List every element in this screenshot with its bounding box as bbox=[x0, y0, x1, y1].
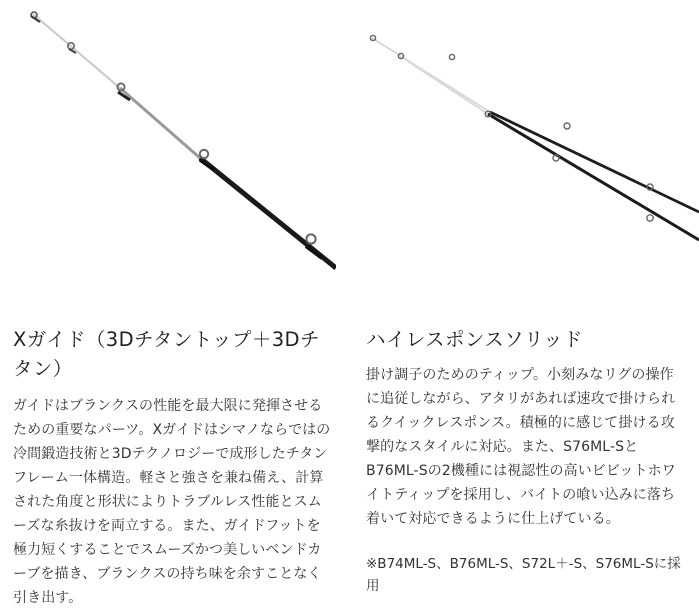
x-guide-title: Xガイド（3Dチタントップ＋3Dチタン） bbox=[13, 328, 320, 380]
high-response-solid-title: ハイレスポンスソリッド bbox=[366, 328, 583, 351]
tips-illustration bbox=[360, 0, 699, 290]
rod-guide-5 bbox=[306, 234, 322, 258]
rod-a-guides bbox=[370, 35, 653, 190]
rod-b-blank bbox=[488, 114, 699, 240]
rod-a-tip-edge bbox=[372, 38, 490, 112]
high-response-solid-description: 掛け調子のためのティップ。小刻みなリグの操作に追従しながら、アタリがあれば速攻で掛けられるクイックレスポンス。積極的に感じて掛ける攻撃的なスタイルに対応。また、S76ML-SとB76ML-Sの2機種には視認性の高いビビットホワイトティップを採用し、バイトの喰い込みに落ち着いて対応できるように仕上げている。 bbox=[366, 367, 676, 527]
adopted-models-note: ※B74ML-S、B76ML-S、S72L＋-S、S76ML-Sに採用 bbox=[366, 556, 681, 594]
x-guide-rod-image bbox=[0, 0, 336, 290]
rod-a-blank bbox=[490, 112, 699, 212]
rod-tip-edge bbox=[33, 14, 120, 88]
rod-guide-4 bbox=[200, 150, 214, 170]
x-guide-section bbox=[13, 325, 333, 610]
rod-mid-section bbox=[120, 88, 200, 158]
x-guide-description: ガイドはブランクスの性能を最大限に発揮させるための重要なパーツ。Xガイドはシマノならではの冷間鍛造技術と3Dテクノロジーで成形したチタンフレーム一体構造。軽さと強さを兼ね備え、計算された角度と形状によりトラブルレス性能とスムーズな糸抜けを両立する。また、ガイドフットを極力短くすることでスムーズかつ美しいベンドカーブを描き、ブランクスの持ち味を余すことなく引き出す。 bbox=[13, 398, 331, 606]
high-response-solid-section bbox=[366, 325, 684, 597]
rod-guide-1 bbox=[31, 12, 40, 22]
rod-b-tip-edge bbox=[400, 56, 488, 114]
solid-tip-rods-image bbox=[360, 0, 699, 290]
rod-tip-illustration bbox=[0, 0, 336, 290]
